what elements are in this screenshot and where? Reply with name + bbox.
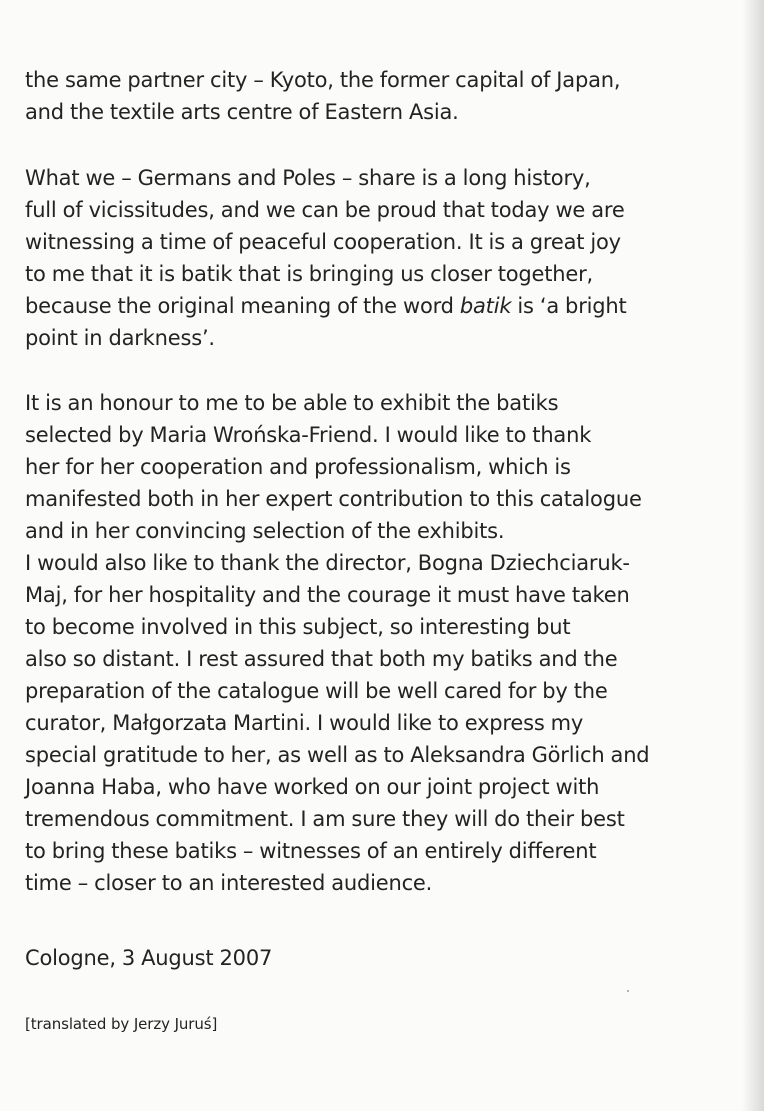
paragraph-3-line: and in her convincing selection of the exhibits. [25, 519, 505, 543]
paper-speck [627, 990, 629, 992]
paragraph-2 [25, 162, 745, 354]
paragraph-2-line: witnessing a time of peaceful cooperation. It is a great joy [25, 230, 621, 254]
line-text: because the original meaning of the word [25, 294, 460, 318]
paragraph-1 [25, 64, 745, 128]
paragraph-3 [25, 387, 745, 899]
line-text: is ‘a bright [511, 294, 627, 318]
paragraph-3-line: to become involved in this subject, so interesting but [25, 615, 571, 639]
page-edge-shadow [742, 0, 764, 1111]
paragraph-3-line: Maj, for her hospitality and the courage it must have taken [25, 583, 630, 607]
paragraph-3-line: preparation of the catalogue will be well cared for by the [25, 679, 608, 703]
paragraph-3-line: curator, Małgorzata Martini. I would like to express my [25, 711, 584, 735]
paragraph-3-line: time – closer to an interested audience. [25, 871, 433, 895]
emphasized-word-batik: batik [459, 294, 512, 318]
paragraph-3-line: also so distant. I rest assured that both my batiks and the [25, 647, 618, 671]
paragraph-2-line: What we – Germans and Poles – share is a long history, [25, 166, 591, 190]
place-date-line: Cologne, 3 August 2007 [25, 946, 273, 970]
paragraph-2-line [25, 290, 745, 322]
paragraph-2-line: full of vicissitudes, and we can be proud that today we are [25, 198, 625, 222]
paragraph-3-line: It is an honour to me to be able to exhibit the batiks [25, 391, 559, 415]
paragraph-3-line: selected by Maria Wrońska-Friend. I would like to thank [25, 423, 592, 447]
paragraph-3-line: special gratitude to her, as well as to Aleksandra Görlich and [25, 743, 650, 767]
paragraph-1-line: and the textile arts centre of Eastern Asia. [25, 100, 459, 124]
place-and-date [25, 942, 745, 974]
paragraph-2-line: point in darkness’. [25, 326, 215, 350]
paragraph-3-line: I would also like to thank the director, Bogna Dziechciaruk- [25, 551, 630, 575]
paragraph-3-line: to bring these batiks – witnesses of an entirely different [25, 839, 597, 863]
paragraph-3-line: Joanna Haba, who have worked on our joint project with [25, 775, 600, 799]
paragraph-1-line: the same partner city – Kyoto, the former capital of Japan, [25, 68, 621, 92]
paragraph-3-line: tremendous commitment. I am sure they will do their best [25, 807, 625, 831]
paragraph-3-line: manifested both in her expert contribution to this catalogue [25, 487, 642, 511]
translator-credit: [translated by Jerzy Juruś] [25, 1015, 218, 1033]
paragraph-2-line: to me that it is batik that is bringing us closer together, [25, 262, 594, 286]
paragraph-3-line: her for her cooperation and professionalism, which is [25, 455, 571, 479]
